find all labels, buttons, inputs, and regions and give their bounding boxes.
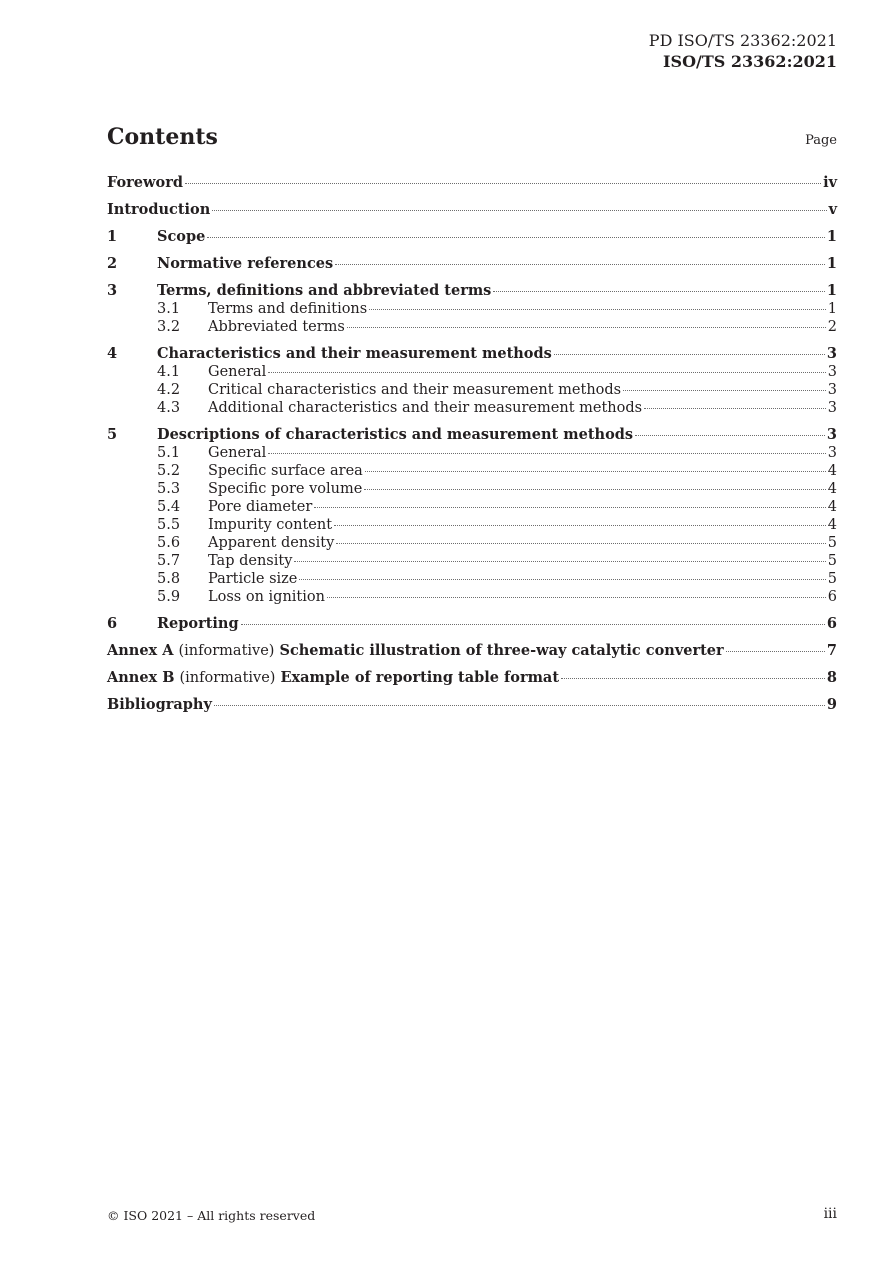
toc-entry-foreword[interactable] [107, 174, 837, 192]
toc-leader-dots [364, 489, 825, 490]
toc-entry-text: Pore diameter [208, 499, 313, 515]
toc-leader-dots [726, 651, 825, 652]
toc-entry-number: 3.2 [157, 319, 181, 335]
toc-subentry-5-7[interactable] [107, 552, 837, 570]
toc-entry-text: Scope [157, 228, 206, 245]
toc-entry-reporting[interactable] [107, 615, 837, 633]
toc-entry-terms[interactable] [107, 282, 837, 300]
table-of-contents [107, 174, 837, 714]
toc-entry-number: 4.1 [157, 364, 181, 380]
header-pd-number: PD ISO/TS 23362:2021 [648, 31, 837, 50]
toc-leader-dots [336, 543, 825, 544]
page-column-label: Page [805, 133, 837, 148]
toc-subentry-5-9[interactable] [107, 588, 837, 606]
toc-entry-number: 3 [107, 282, 118, 299]
toc-leader-dots [493, 291, 825, 292]
toc-entry-number: 1 [107, 228, 118, 245]
toc-entry-text: Reporting [157, 615, 239, 632]
toc-subentry-5-1[interactable] [107, 444, 837, 462]
toc-subentry-5-5[interactable] [107, 516, 837, 534]
toc-entry-text: Additional characteristics and their measurement methods [208, 400, 643, 416]
toc-entry-page: 5 [827, 553, 837, 569]
toc-entry-page: 2 [827, 319, 837, 335]
toc-leader-dots [623, 390, 826, 391]
toc-entry-text: Terms, definitions and abbreviated terms [157, 282, 492, 299]
toc-subentry-4-1[interactable] [107, 363, 837, 381]
toc-entry-page: 3 [827, 364, 837, 380]
toc-entry-text: General [208, 364, 267, 380]
toc-entry-number: 2 [107, 255, 118, 272]
toc-subentry-4-3[interactable] [107, 399, 837, 417]
toc-entry-page: 5 [827, 535, 837, 551]
toc-leader-dots [365, 471, 826, 472]
toc-entry-number: 4 [107, 345, 118, 362]
toc-entry-text: Critical characteristics and their measurement methods [208, 382, 622, 398]
toc-entry-text: Apparent density [208, 535, 335, 551]
toc-entry-number: 5.1 [157, 445, 181, 461]
toc-entry-page: 6 [827, 589, 837, 605]
toc-leader-dots [561, 678, 825, 679]
toc-leader-dots [369, 309, 826, 310]
toc-entry-text: Specific surface area [208, 463, 363, 479]
toc-annex-note: (informative) [178, 643, 275, 659]
toc-entry-text: Abbreviated terms [208, 319, 345, 335]
document-header [649, 30, 837, 72]
toc-entry-annex-a[interactable] [107, 642, 837, 660]
toc-entry-page: 7 [826, 642, 837, 659]
toc-annex-label: Annex A [107, 642, 174, 659]
toc-subentry-5-8[interactable] [107, 570, 837, 588]
toc-leader-dots [207, 237, 825, 238]
toc-leader-dots [268, 372, 825, 373]
toc-entry-text: Terms and definitions [208, 301, 368, 317]
toc-subentry-4-2[interactable] [107, 381, 837, 399]
toc-entry-text: Normative references [157, 255, 334, 272]
toc-entry-text: Impurity content [208, 517, 333, 533]
toc-entry-page: 8 [826, 669, 837, 686]
toc-entry-characteristics[interactable] [107, 345, 837, 363]
toc-leader-dots [212, 210, 826, 211]
toc-entry-number: 5.5 [157, 517, 181, 533]
toc-subentry-5-3[interactable] [107, 480, 837, 498]
toc-entry-text: Specific pore volume [208, 481, 363, 497]
toc-entry-scope[interactable] [107, 228, 837, 246]
toc-leader-dots [644, 408, 826, 409]
toc-entry-number: 4.2 [157, 382, 181, 398]
toc-entry-text: Loss on ignition [208, 589, 325, 605]
toc-entry-text: Bibliography [107, 696, 212, 713]
toc-leader-dots [347, 327, 826, 328]
toc-leader-dots [314, 507, 826, 508]
toc-entry-page: 3 [826, 345, 837, 362]
toc-entry-text: Tap density [208, 553, 293, 569]
toc-leader-dots [214, 705, 825, 706]
toc-entry-annex-b[interactable] [107, 669, 837, 687]
toc-entry-number: 5.9 [157, 589, 181, 605]
toc-subentry-3-1[interactable] [107, 300, 837, 318]
toc-entry-page: 9 [826, 696, 837, 713]
toc-subentry-5-2[interactable] [107, 462, 837, 480]
toc-entry-number: 5.4 [157, 499, 181, 515]
toc-entry-page: 3 [826, 426, 837, 443]
toc-leader-dots [327, 597, 826, 598]
toc-entry-number: 6 [107, 615, 118, 632]
toc-entry-page: 4 [827, 463, 837, 479]
toc-entry-page: 4 [827, 481, 837, 497]
toc-leader-dots [185, 183, 821, 184]
toc-entry-text: Introduction [107, 201, 211, 218]
toc-entry-number: 5.7 [157, 553, 181, 569]
page-title: Contents [107, 124, 218, 150]
toc-entry-number: 5.6 [157, 535, 181, 551]
toc-leader-dots [241, 624, 825, 625]
toc-entry-page: v [828, 201, 837, 218]
footer-page-number: iii [823, 1206, 837, 1222]
toc-entry-page: 5 [827, 571, 837, 587]
toc-entry-number: 4.3 [157, 400, 181, 416]
toc-entry-number: 3.1 [157, 301, 181, 317]
toc-entry-page: 3 [827, 382, 837, 398]
toc-entry-page: 1 [826, 282, 837, 299]
toc-leader-dots [335, 264, 825, 265]
toc-annex-label: Annex B [107, 669, 175, 686]
toc-entry-page: 1 [827, 301, 837, 317]
toc-entry-introduction[interactable] [107, 201, 837, 219]
toc-entry-number: 5.3 [157, 481, 181, 497]
toc-entry-number: 5.8 [157, 571, 181, 587]
toc-entry-normative-references[interactable] [107, 255, 837, 273]
toc-entry-text: Foreword [107, 174, 183, 191]
toc-entry-page: 3 [827, 445, 837, 461]
toc-entry-page: 4 [827, 517, 837, 533]
toc-entry-number: 5.2 [157, 463, 181, 479]
toc-entry-page: 1 [826, 255, 837, 272]
toc-entry-text: Characteristics and their measurement methods [157, 345, 552, 362]
toc-leader-dots [268, 453, 825, 454]
toc-entry-text: Example of reporting table format [280, 669, 560, 686]
toc-entry-text: Particle size [208, 571, 298, 587]
toc-entry-number: 5 [107, 426, 118, 443]
toc-entry-page: 1 [826, 228, 837, 245]
toc-leader-dots [334, 525, 826, 526]
toc-leader-dots [635, 435, 825, 436]
footer-copyright: © ISO 2021 – All rights reserved [107, 1208, 316, 1223]
toc-entry-text: Schematic illustration of three-way catalytic converter [279, 642, 724, 659]
toc-leader-dots [294, 561, 825, 562]
toc-subentry-5-4[interactable] [107, 498, 837, 516]
toc-annex-note: (informative) [179, 670, 276, 686]
toc-entry-text: General [208, 445, 267, 461]
toc-entry-text: Descriptions of characteristics and measurement methods [157, 426, 634, 443]
toc-entry-page: 4 [827, 499, 837, 515]
toc-entry-page: iv [823, 174, 837, 191]
toc-leader-dots [299, 579, 825, 580]
toc-leader-dots [554, 354, 825, 355]
header-iso-number: ISO/TS 23362:2021 [663, 52, 837, 71]
toc-entry-descriptions[interactable] [107, 426, 837, 444]
toc-entry-page: 3 [827, 400, 837, 416]
toc-entry-page: 6 [826, 615, 837, 632]
toc-subentry-3-2[interactable] [107, 318, 837, 336]
toc-subentry-5-6[interactable] [107, 534, 837, 552]
toc-entry-bibliography[interactable] [107, 696, 837, 714]
